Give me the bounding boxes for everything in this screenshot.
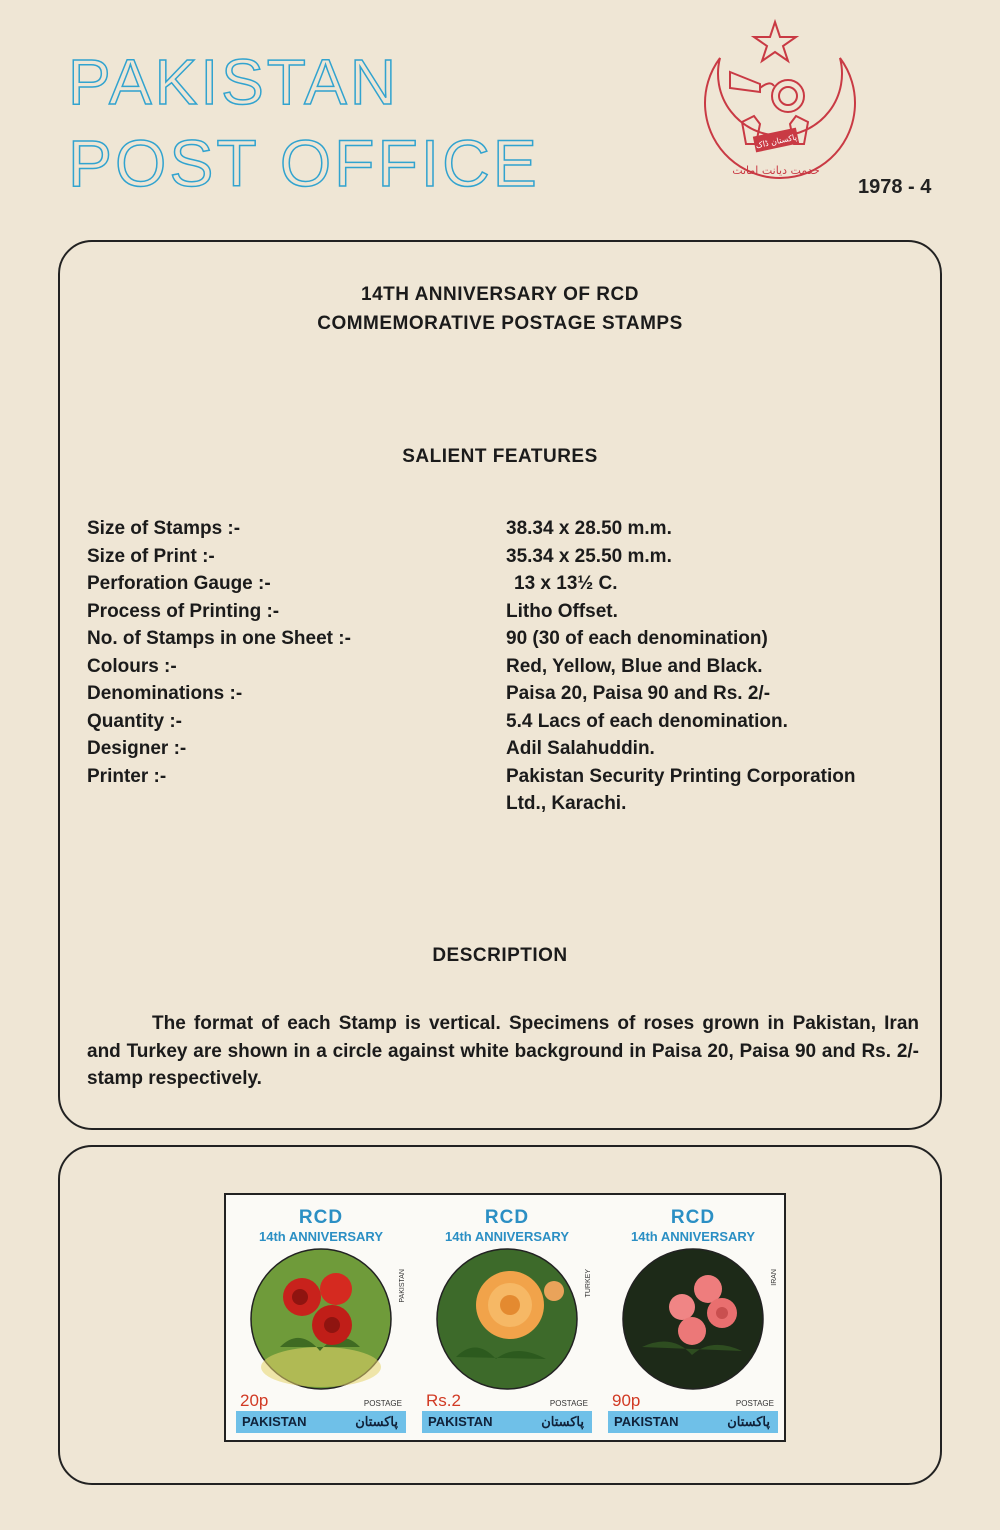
feature-value: 13 x 13½ C. [514, 573, 618, 594]
feature-label: Size of Stamps :- [87, 518, 241, 539]
stamp-country-side: PAKISTAN [399, 1269, 406, 1303]
feature-row [87, 546, 947, 574]
emblem-ribbon-text: پاکستان ڈاک [754, 132, 798, 151]
feature-value: 35.34 x 25.50 m.m. [506, 545, 672, 567]
stamp-rs2 [416, 1203, 598, 1435]
feature-label: Printer :- [87, 765, 167, 787]
feature-row [87, 683, 947, 711]
feature-row-continuation [87, 793, 947, 821]
features-list [87, 518, 947, 821]
red-rose-icon [240, 1247, 402, 1391]
edition-number: 1978 - 4 [858, 176, 932, 198]
stamp-denomination: 20p [240, 1391, 269, 1410]
feature-value: Adil Salahuddin. [506, 738, 655, 759]
feature-value: 90 (30 of each denomination) [506, 628, 768, 649]
announcement-title-line2: COMMEMORATIVE POSTAGE STAMPS [317, 313, 683, 334]
stamp-country-band [236, 1411, 406, 1433]
stamp-rcd-label: RCD [298, 1207, 344, 1228]
stamp-20p [230, 1203, 412, 1435]
feature-label: No. of Stamps in one Sheet :- [87, 628, 351, 649]
feature-row [87, 711, 947, 739]
stamp-country-en: PAKISTAN [242, 1414, 307, 1429]
stamp-anniversary-label: 14th ANNIVERSARY [444, 1229, 569, 1244]
feature-row [87, 766, 947, 794]
salient-features-heading: SALIENT FEATURES [402, 446, 598, 467]
stamp-rcd-label: RCD [484, 1207, 530, 1228]
feature-label: Colours :- [87, 655, 177, 677]
stamp-country-band [608, 1411, 778, 1433]
crescent-icon [705, 58, 855, 178]
stamp-denomination: Rs.2 [426, 1391, 461, 1410]
stamp-rcd-label: RCD [670, 1207, 716, 1228]
feature-value: Litho Offset. [506, 600, 618, 622]
feature-value: Paisa 20, Paisa 90 and Rs. 2/- [506, 683, 771, 704]
feature-row [87, 573, 947, 601]
stamp-country-ur: پاکستان [727, 1414, 770, 1429]
stamp-country-side: IRAN [771, 1269, 778, 1286]
stamp-postage: POSTAGE [735, 1399, 774, 1408]
stamp-country-side: TURKEY [585, 1269, 592, 1298]
stamp-country-en: PAKISTAN [614, 1414, 679, 1429]
feature-value: 38.34 x 28.50 m.m. [506, 518, 672, 539]
feature-row [87, 656, 947, 684]
stamp-anniversary-label: 14th ANNIVERSARY [258, 1229, 383, 1244]
stamp-90p [602, 1203, 784, 1435]
feature-row [87, 738, 947, 766]
feature-value: Pakistan Security Printing Corporation [506, 765, 856, 787]
stamp-anniversary-label: 14th ANNIVERSARY [630, 1229, 755, 1244]
stamp-postage: POSTAGE [363, 1399, 402, 1408]
feature-value: Red, Yellow, Blue and Black. [506, 655, 763, 677]
feature-label: Size of Print :- [87, 545, 215, 567]
feature-value-continuation: Ltd., Karachi. [506, 793, 627, 814]
stamp-country-ur: پاکستان [355, 1414, 398, 1429]
brand-title-line2: POST OFFICE [68, 126, 540, 200]
emblem-motto: خدمت دیانت امانت [732, 164, 820, 177]
feature-label: Process of Printing :- [87, 600, 280, 622]
stamp-postage: POSTAGE [549, 1399, 588, 1408]
post-office-emblem [690, 18, 860, 198]
description-text: The format of each Stamp is vertical. Specimens of roses grown in Pakistan, Iran and Turkey are shown in a circle against white background in Paisa 20, Paisa 90 and Rs. 2/- stamp respectively. [87, 1013, 919, 1089]
feature-value: 5.4 Lacs of each denomination. [506, 710, 788, 732]
stamp-denomination: 90p [612, 1391, 641, 1410]
feature-label: Quantity :- [87, 710, 182, 732]
description-heading: DESCRIPTION [432, 945, 568, 966]
feature-label: Denominations :- [87, 683, 243, 704]
stamp-country-ur: پاکستان [541, 1414, 584, 1429]
stamp-sheet [224, 1193, 786, 1442]
star-icon [754, 22, 796, 61]
yellow-rose-icon [426, 1247, 588, 1391]
feature-label: Perforation Gauge :- [87, 573, 271, 594]
feature-row [87, 601, 947, 629]
post-horn-icon [730, 72, 804, 112]
brand-title-line1: PAKISTAN [68, 46, 400, 118]
feature-row [87, 518, 947, 546]
feature-label: Designer :- [87, 738, 187, 759]
stamp-country-band [422, 1411, 592, 1433]
feature-row [87, 628, 947, 656]
pink-rose-icon [612, 1247, 774, 1391]
announcement-title-line1: 14TH ANNIVERSARY OF RCD [361, 284, 639, 305]
stamp-country-en: PAKISTAN [428, 1414, 493, 1429]
